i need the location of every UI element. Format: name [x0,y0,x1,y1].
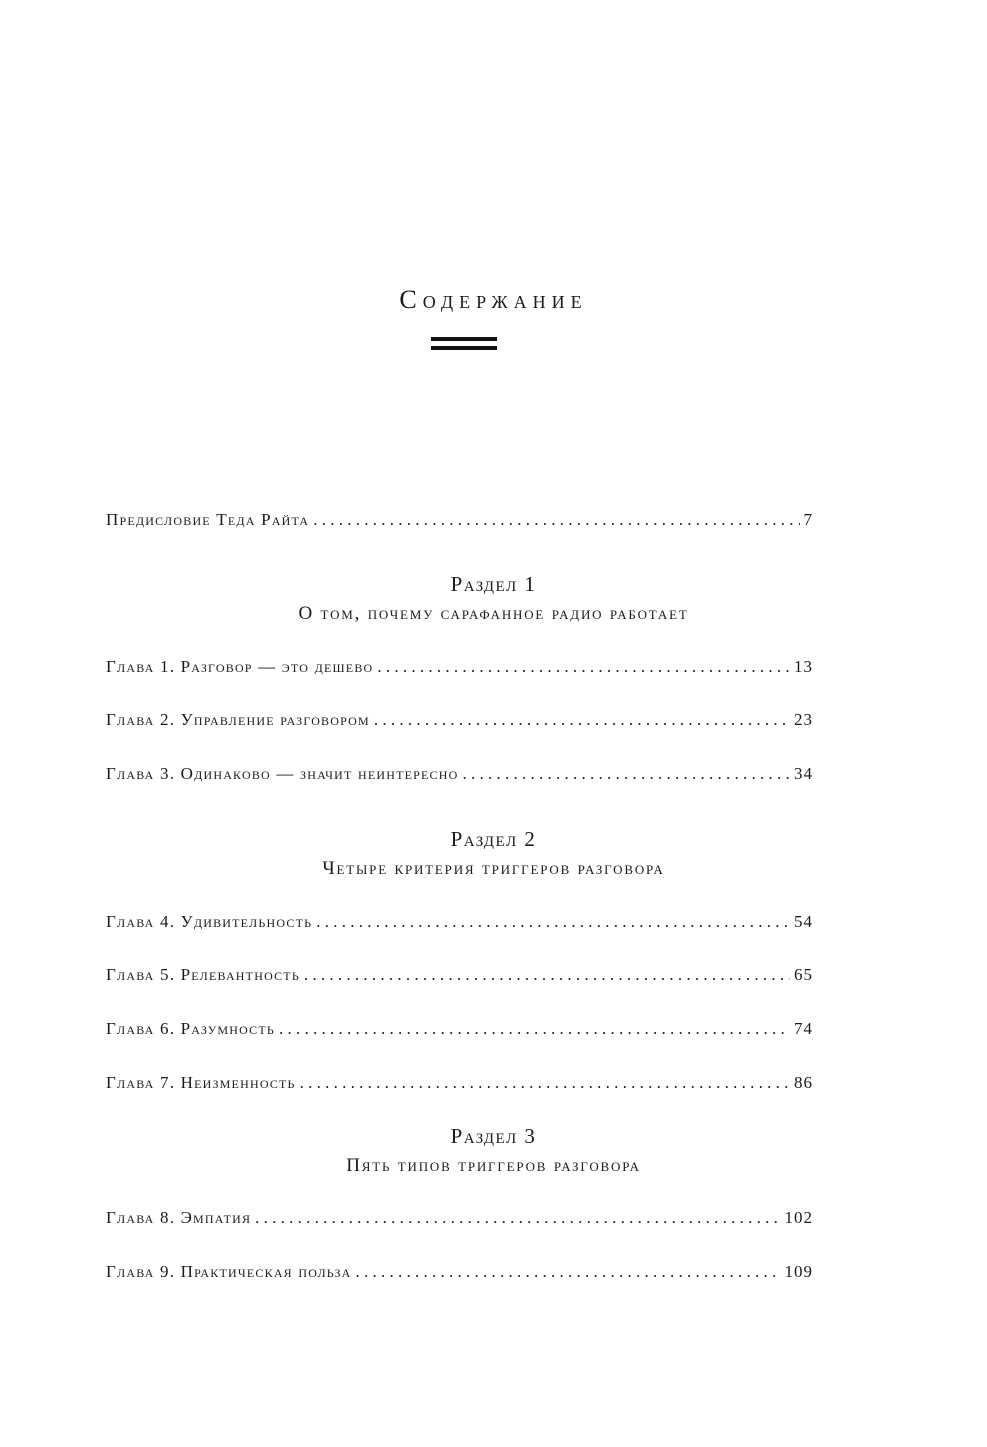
dot-leader [463,764,791,784]
title-rule-bottom [431,346,497,350]
toc-entry-page: 13 [794,657,813,676]
toc-entry-label: Глава 7. Неизменность [106,1073,296,1092]
section-title: Пять типов триггеров разговора [346,1155,641,1176]
title-rule-top [431,337,497,341]
toc-entry-page: 109 [784,1262,813,1281]
toc-entry-page: 65 [794,965,813,984]
toc-entry-page: 102 [784,1208,813,1227]
section-heading-3 [0,1124,987,1177]
toc-entry-page: 34 [794,764,813,783]
toc-entry-chapter-3[interactable] [106,764,813,784]
toc-entry-page: 23 [794,710,813,729]
dot-leader [279,1019,790,1039]
section-title: О том, почему сарафанное радио работает [298,603,689,624]
toc-entry-label: Глава 5. Релевантность [106,965,300,984]
toc-entry-page: 86 [794,1073,813,1092]
toc-entry-label: Глава 2. Управление разговором [106,710,370,729]
dot-leader [377,657,790,677]
toc-entry-label: Глава 3. Одинаково — значит неинтересно [106,764,459,783]
toc-entry-preface[interactable] [106,510,813,530]
toc-entry-label: Глава 8. Эмпатия [106,1208,252,1227]
toc-entry-label: Глава 4. Удивительность [106,912,313,931]
toc-entry-page: 74 [794,1019,813,1038]
toc-entry-label: Глава 1. Разговор — это дешево [106,657,374,676]
toc-entry-chapter-1[interactable] [106,657,813,677]
dot-leader [300,1073,790,1093]
section-number: Раздел 2 [450,827,537,851]
dot-leader [356,1262,781,1282]
toc-entry-chapter-4[interactable] [106,912,813,932]
section-heading-2 [0,827,987,880]
toc-entry-label: Глава 9. Практическая польза [106,1262,352,1281]
dot-leader [304,965,790,985]
toc-entry-chapter-7[interactable] [106,1073,813,1093]
section-heading-1 [0,572,987,625]
toc-entry-label: Глава 6. Разумность [106,1019,276,1038]
toc-entry-page: 7 [803,510,813,529]
section-number: Раздел 3 [450,1124,537,1148]
dot-leader [255,1208,780,1228]
dot-leader [316,912,790,932]
toc-entry-chapter-5[interactable] [106,965,813,985]
toc-entry-page: 54 [794,912,813,931]
section-title: Четыре критерия триггеров разговора [322,858,665,879]
page-title: Содержание [399,285,588,314]
toc-entry-chapter-2[interactable] [106,710,813,730]
toc-entry-chapter-9[interactable] [106,1262,813,1282]
toc-entry-chapter-8[interactable] [106,1208,813,1228]
toc-entry-label: Предисловие Теда Райта [106,510,310,529]
section-number: Раздел 1 [450,572,537,596]
dot-leader [374,710,790,730]
dot-leader [313,510,799,530]
toc-entry-chapter-6[interactable] [106,1019,813,1039]
